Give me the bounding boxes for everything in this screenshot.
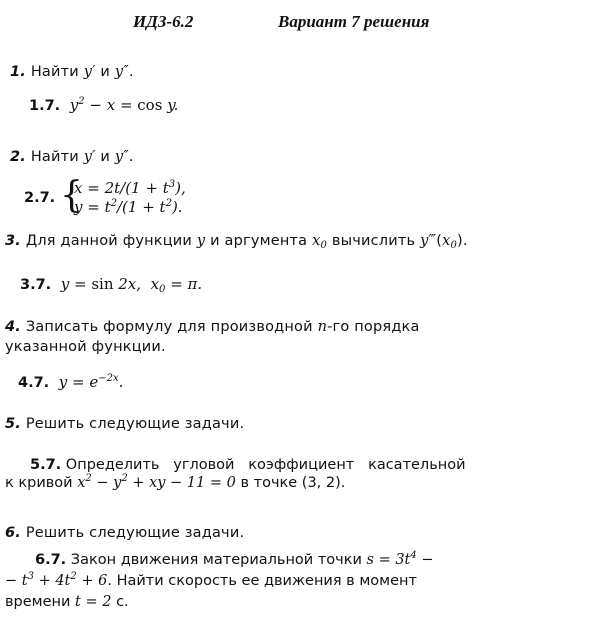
problem-1-7-number: 1.7.: [29, 98, 61, 114]
section-4-text-line2: указанной функции.: [5, 339, 166, 355]
problem-6-7-line2: − $t^3 + 4t^2 + 6$. Найти скорость ее движения в момент: [5, 571, 417, 589]
section-1-number: 1.: [10, 64, 26, 80]
section-6-text: Решить следующие задачи.: [25, 525, 245, 541]
problem-6-7-line1: 6.7. Закон движения материальной точки $s = 3t^4$ −: [35, 550, 434, 568]
problem-2-7-line1: $x = 2t/(1 + t^3)$,: [74, 179, 186, 197]
section-1-text: Найти y′ и y″.: [30, 64, 134, 80]
section-5-number: 5.: [5, 416, 21, 432]
section-3-number: 3.: [5, 233, 21, 249]
section-4-heading: [5, 319, 420, 335]
problem-5-7-line2: к кривой $x^2 - y^2$ + xy − 11 = 0 в точке (3, 2).: [5, 473, 346, 491]
problem-3-7-number: 3.7.: [20, 277, 52, 293]
problem-4-7-formula: $y = e^{-2x}$.: [53, 373, 124, 391]
problem-5-7-line1: 5.7. Определить угловой коэффициент касательной: [30, 457, 466, 473]
section-6-heading: [5, 525, 244, 541]
section-2-text: Найти y′ и y″.: [30, 149, 134, 165]
problem-4-7-number: 4.7.: [18, 375, 50, 391]
section-1-heading: [10, 64, 134, 80]
problem-2-7-number-wrap: [24, 188, 55, 206]
section-4-text-line1: Записать формулу для производной n-го порядка: [25, 319, 420, 335]
problem-1-7-formula: $y^2 - x = \cos y$.: [64, 96, 179, 114]
problem-3-7-formula: y = sin 2x, $x_0 = \pi$.: [55, 275, 203, 295]
section-5-heading: [5, 416, 244, 432]
variant-label: Вариант 7 решения: [278, 12, 430, 31]
problem-2-7-line2: $y = t^2/(1 + t^2)$.: [74, 198, 183, 216]
section-5-text: Решить следующие задачи.: [25, 416, 245, 432]
problem-5-7-number: 5.7.: [30, 457, 62, 473]
section-4-number: 4.: [5, 319, 21, 335]
problem-2-7-number: 2.7.: [24, 190, 56, 206]
problem-6-7-number: 6.7.: [35, 552, 67, 568]
section-6-number: 6.: [5, 525, 21, 541]
system-brace: {: [60, 175, 83, 216]
problem-1-7: [29, 96, 178, 114]
section-2-number: 2.: [10, 149, 26, 165]
problem-4-7: [18, 373, 123, 391]
document-title: ИДЗ-6.2: [133, 12, 194, 31]
section-2-heading: [10, 149, 134, 165]
section-3-text: Для данной функции y и аргумента $x_0$ вычислить $y‴(x_0)$.: [25, 233, 468, 251]
problem-3-7: [20, 275, 202, 293]
section-3-heading: [5, 233, 468, 249]
problem-6-7-line3: времени t = 2 с.: [5, 594, 129, 610]
